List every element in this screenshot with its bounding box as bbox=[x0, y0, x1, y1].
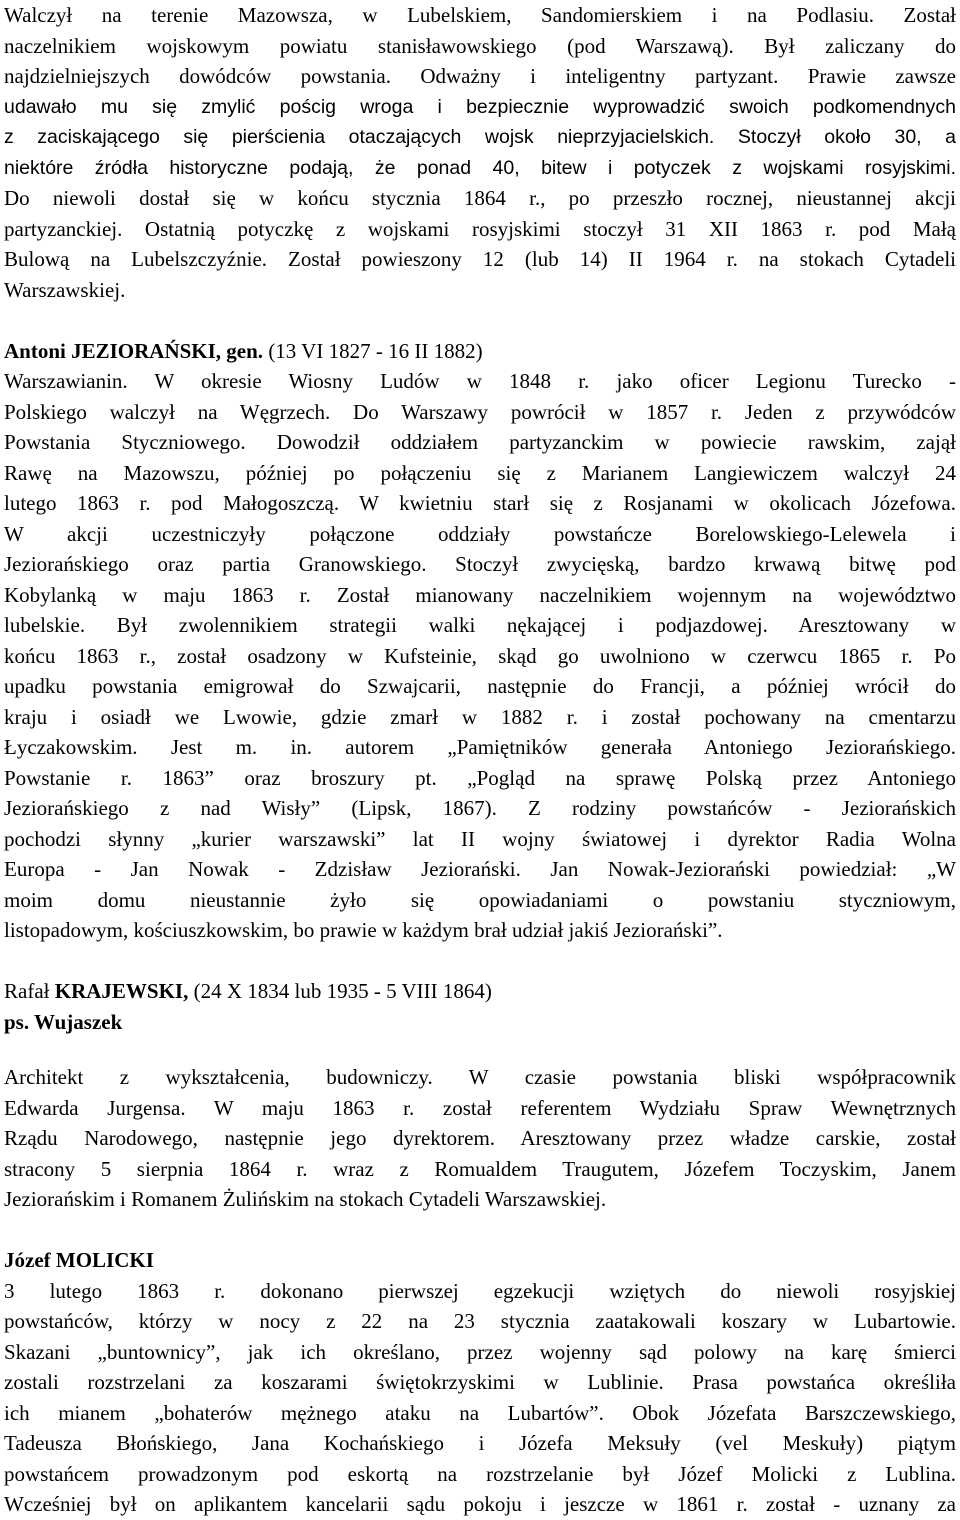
text-line: Architekt z wykształcenia, budowniczy. W czasie powstania bliski współpracownik bbox=[4, 1065, 956, 1089]
person-name: Józef MOLICKI bbox=[4, 1248, 154, 1272]
text-line: listopadowym, kościuszkowskim, bo prawie w każdym brał udział jakiś Jeziorański”. bbox=[4, 918, 723, 942]
text-line: Powstania Styczniowego. Dowodził oddziałem partyzanckim w powiecie rawskim, zajął bbox=[4, 430, 956, 454]
entry-heading bbox=[4, 976, 956, 1007]
paragraph-gap bbox=[4, 1215, 956, 1246]
text-line: Skazani „buntownicy”, jak ich określano, przez wojenny sąd polowy na karę śmierci bbox=[4, 1339, 956, 1364]
text-line: Warszawianin. W okresie Wiosny Ludów w 1848 r. jako oficer Legionu Turecko - bbox=[4, 369, 956, 393]
text-line: pochodzi słynny „kurier warszawski” lat II wojny światowej i dyrektor Radia Wolna bbox=[4, 826, 956, 851]
text-line: Powstanie r. 1863” oraz broszury pt. „Pogląd na sprawę Polską przez Antoniego bbox=[4, 765, 956, 790]
text-line: powstańców, którzy w nocy z 22 na 23 stycznia zaatakowali koszary w Lubartowie. bbox=[4, 1309, 956, 1333]
text-line: Rządu Narodowego, następnie jego dyrektorem. Aresztowany przez władze carskie, został bbox=[4, 1126, 956, 1150]
text-line: Jeziorańskim i Romanem Żulińskim na stokach Cytadeli Warszawskiej. bbox=[4, 1187, 607, 1211]
entry-heading bbox=[4, 336, 956, 367]
text-line: Bulową na Lubelszczyźnie. Został powieszony 12 (lub 14) II 1964 r. na stokach Cytadeli bbox=[4, 247, 956, 271]
person-name: KRAJEWSKI, bbox=[54, 979, 189, 1003]
pseudonym-text: ps. Wujaszek bbox=[4, 1009, 123, 1034]
text-line: Rawę na Mazowszu, później po połączeniu się z Marianem Langiewiczem walczył 24 bbox=[4, 460, 956, 485]
person-dates: (24 X 1834 lub 1935 - 5 VIII 1864) bbox=[188, 979, 492, 1003]
text-line: powstańcem prowadzonym pod eskortą na rozstrzelanie był Józef Molicki z Lublina. bbox=[4, 1461, 956, 1486]
entry-molicki bbox=[4, 1245, 956, 1520]
text-line: Polskiego walczył na Węgrzech. Do Warszawy powrócił w 1857 r. Jeden z przywódców bbox=[4, 399, 956, 424]
paragraph-continuation bbox=[4, 0, 956, 305]
text-line: Łyczakowskim. Jest m. in. autorem „Pamiętników generała Antoniego Jeziorańskiego. bbox=[4, 735, 956, 759]
text-line: niektóre źródła historyczne podają, że ponad 40, bitew i potyczek z wojskami rosyjskimi. bbox=[4, 156, 956, 179]
text-line: udawało mu się zmylić pościg wroga i bezpiecznie wyprowadzić swoich podkomendnych bbox=[4, 95, 956, 118]
document-page bbox=[4, 0, 956, 1520]
text-line: Europa - Jan Nowak - Zdzisław Jeziorański. Jan Nowak-Jeziorański powiedział: „W bbox=[4, 857, 956, 881]
text-line: lutego 1863 r. pod Małogoszczą. W kwietniu starł się z Rosjanami w okolicach Józefowa. bbox=[4, 491, 956, 515]
paragraph-gap bbox=[4, 946, 956, 977]
text-line: Warszawskiej. bbox=[4, 277, 126, 302]
text-line: partyzanckiej. Ostatnią potyczkę z wojskami rosyjskimi stoczył 31 XII 1863 r. pod Małą bbox=[4, 216, 956, 241]
text-line: 3 lutego 1863 r. dokonano pierwszej egzekucji wziętych do niewoli rosyjskiej bbox=[4, 1278, 956, 1303]
text-line: Tadeusza Błońskiego, Jana Kochańskiego i Józefa Meksuły (vel Meskuły) piątym bbox=[4, 1431, 956, 1455]
text-line: najdzielniejszych dowódców powstania. Odważny i inteligentny partyzant. Prawie zawsze bbox=[4, 64, 956, 88]
entry-jezioranski bbox=[4, 336, 956, 946]
text-line: Do niewoli dostał się w końcu stycznia 1864 r., po przeszło rocznej, nieustannej akcji bbox=[4, 186, 956, 210]
entry-heading bbox=[4, 1245, 956, 1276]
text-line: Jeziorańskiego z nad Wisły” (Lipsk, 1867). Z rodziny powstańców - Jeziorańskich bbox=[4, 796, 956, 820]
text-line: moim domu nieustannie żyło się opowiadaniami o powstaniu styczniowym, bbox=[4, 887, 956, 912]
text-line: Kobylanką w maju 1863 r. Został mianowany naczelnikiem wojennym na województwo bbox=[4, 582, 956, 607]
text-line: ich mianem „bohaterów mężnego ataku na Lubartów”. Obok Józefata Barszczewskiego, bbox=[4, 1400, 956, 1425]
text-line: Edwarda Jurgensa. W maju 1863 r. został referentem Wydziału Spraw Wewnętrznych bbox=[4, 1095, 956, 1120]
text-line: Wcześniej był on aplikantem kancelarii sądu pokoju i jeszcze w 1861 r. został - uznany za bbox=[4, 1492, 956, 1516]
person-name: Antoni JEZIORAŃSKI, gen. bbox=[4, 338, 264, 363]
paragraph-gap bbox=[4, 305, 956, 336]
text-line: Walczył na terenie Mazowsza, w Lubelskiem, Sandomierskiem i na Podlasiu. Został bbox=[4, 3, 956, 27]
text-line: z zaciskającego się pierścienia otaczających wojsk nieprzyjacielskich. Stoczył około 30, a bbox=[4, 126, 956, 148]
pseudonym bbox=[4, 1007, 956, 1038]
paragraph-gap bbox=[4, 1037, 956, 1062]
text-line: kraju i osiadł we Lwowie, gdzie zmarł w 1882 r. i został pochowany na cmentarzu bbox=[4, 704, 956, 729]
text-line: lubelskie. Był zwolennikiem strategii walki nękającej i podjazdowej. Aresztowany w bbox=[4, 613, 956, 637]
text-line: Jeziorańskiego oraz partia Granowskiego. Stoczył zwycięską, bardzo krwawą bitwę pod bbox=[4, 552, 956, 576]
text-line: zostali rozstrzelani za koszarami świętokrzyskimi w Lublinie. Prasa powstańca określiła bbox=[4, 1370, 956, 1394]
text-line: stracony 5 sierpnia 1864 r. wraz z Romualdem Traugutem, Józefem Toczyskim, Janem bbox=[4, 1156, 956, 1181]
text-line: W akcji uczestniczyły połączone oddziały powstańcze Borelowskiego-Lelewela i bbox=[4, 521, 956, 546]
person-first-name: Rafał bbox=[4, 979, 55, 1003]
text-line: końcu 1863 r., został osadzony w Kufsteinie, skąd go uwolniono w czerwcu 1865 r. Po bbox=[4, 643, 956, 668]
text-line: upadku powstania emigrował do Szwajcarii, następnie do Francji, a później wrócił do bbox=[4, 674, 956, 698]
text-line: naczelnikiem wojskowym powiatu stanisławowskiego (pod Warszawą). Był zaliczany do bbox=[4, 33, 956, 58]
person-dates: (13 VI 1827 - 16 II 1882) bbox=[263, 338, 483, 363]
entry-krajewski bbox=[4, 976, 956, 1215]
